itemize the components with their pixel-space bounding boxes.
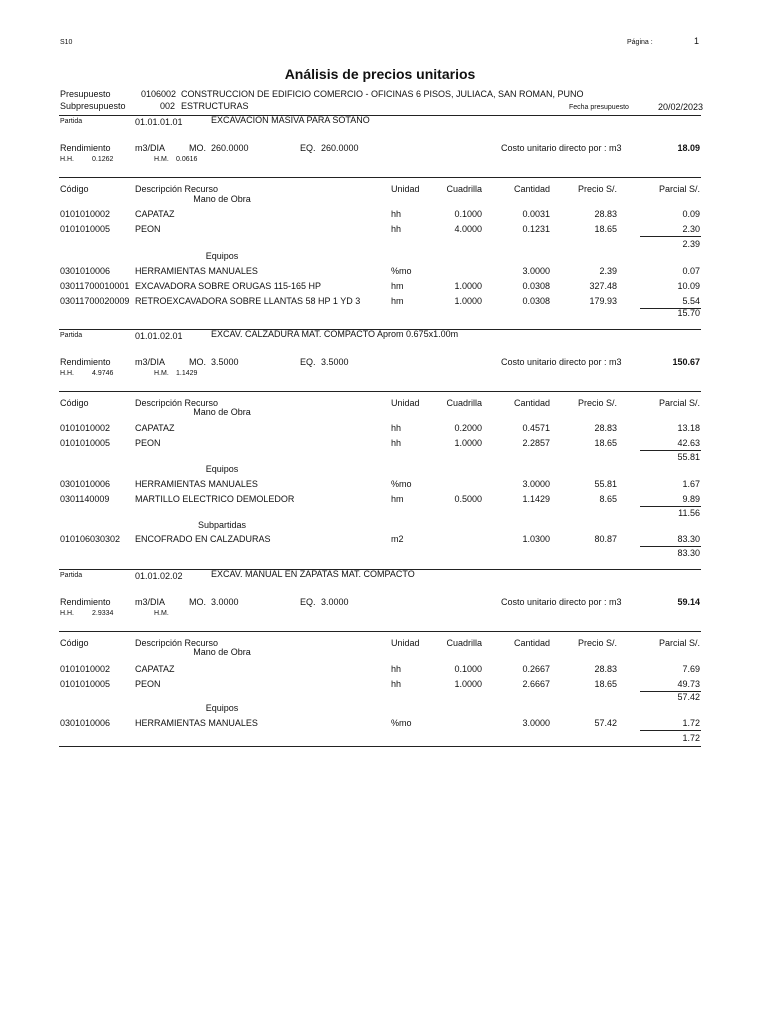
hh-label: H.H. (60, 370, 74, 377)
resource-cantidad: 0.0308 (522, 281, 550, 291)
presupuesto-label: Presupuesto (60, 89, 111, 99)
resource-cantidad: 0.0308 (522, 296, 550, 306)
resource-parcial: 0.07 (682, 266, 700, 276)
resource-codigo: 0301140009 (60, 494, 110, 504)
subtotal-line (640, 236, 701, 237)
resource-unidad: hh (391, 679, 402, 689)
resource-descripcion: RETROEXCAVADORA SOBRE LLANTAS 58 HP 1 YD 3 (135, 296, 361, 306)
resource-precio: 2.39 (599, 266, 617, 276)
resource-descripcion: HERRAMIENTAS MANUALES (135, 479, 258, 489)
resource-cantidad: 0.2667 (522, 664, 550, 674)
end-line (59, 746, 701, 747)
resource-group-title: Mano de Obra (193, 407, 251, 417)
resource-parcial: 0.09 (682, 209, 700, 219)
mo-value: 3.0000 (211, 597, 239, 607)
hh-label: H.H. (60, 156, 74, 163)
presupuesto-code: 0106002 (141, 89, 177, 99)
eq-label: EQ. (300, 357, 316, 367)
col-precio: Precio S/. (577, 398, 617, 408)
partida-top-line (59, 115, 701, 116)
group-subtotal: 57.42 (677, 692, 700, 702)
resource-parcial: 7.69 (682, 664, 700, 674)
col-precio: Precio S/. (577, 638, 617, 648)
resource-descripcion: CAPATAZ (135, 209, 175, 219)
rendimiento-unit: m3/DIA (135, 143, 166, 153)
rendimiento-unit: m3/DIA (135, 597, 166, 607)
col-precio: Precio S/. (577, 184, 617, 194)
resource-codigo: 0101010005 (60, 224, 111, 234)
resource-cuadrilla: 0.1000 (454, 209, 482, 219)
partida-code: 01.01.02.02 (135, 571, 183, 581)
subtotal-line (640, 506, 701, 507)
resource-group-title: Equipos (205, 251, 239, 261)
costo-label: Costo unitario directo por : m3 (501, 597, 622, 607)
group-subtotal: 2.39 (682, 239, 700, 249)
eq-value: 3.0000 (321, 597, 349, 607)
resource-codigo: 0301010006 (60, 718, 111, 728)
col-cuadrilla: Cuadrilla (446, 398, 482, 408)
col-unidad: Unidad (391, 398, 420, 408)
resource-descripcion: PEON (135, 224, 161, 234)
hm-value: 0.0616 (176, 156, 198, 163)
column-header-line (59, 391, 701, 392)
resource-codigo: 010106030302 (60, 534, 121, 544)
resource-cuadrilla: 4.0000 (454, 224, 482, 234)
resource-descripcion: HERRAMIENTAS MANUALES (135, 718, 258, 728)
resource-unidad: m2 (391, 534, 404, 544)
resource-codigo: 0101010002 (60, 423, 111, 433)
hm-value: 1.1429 (176, 370, 198, 377)
hm-label: H.M. (154, 156, 169, 163)
resource-unidad: %mo (391, 479, 412, 489)
resource-unidad: hh (391, 423, 402, 433)
resource-cantidad: 0.0031 (522, 209, 550, 219)
resource-precio: 57.42 (594, 718, 617, 728)
resource-unidad: hh (391, 209, 402, 219)
resource-unidad: %mo (391, 718, 412, 728)
resource-unidad: hm (391, 281, 404, 291)
fecha-value: 20/02/2023 (658, 102, 704, 112)
resource-cuadrilla: 1.0000 (454, 679, 482, 689)
partida-label: Partida (60, 332, 83, 339)
partida-name: EXCAVACION MASIVA PARA SOTANO (211, 115, 370, 125)
partida-label: Partida (60, 572, 83, 579)
hh-label: H.H. (60, 610, 74, 617)
subtotal-line (640, 546, 701, 547)
hh-value: 2.9334 (92, 610, 114, 617)
resource-unidad: hh (391, 438, 402, 448)
mo-value: 260.0000 (211, 143, 249, 153)
fecha-label: Fecha presupuesto (569, 104, 629, 111)
col-cuadrilla: Cuadrilla (446, 638, 482, 648)
partida-label: Partida (60, 118, 83, 125)
resource-parcial: 83.30 (677, 534, 700, 544)
resource-unidad: hh (391, 664, 402, 674)
col-parcial: Parcial S/. (658, 184, 700, 194)
resource-precio: 28.83 (594, 209, 617, 219)
col-parcial: Parcial S/. (658, 398, 700, 408)
partida-code: 01.01.02.01 (135, 331, 183, 341)
resource-precio: 80.87 (594, 534, 617, 544)
group-subtotal: 15.70 (677, 308, 700, 318)
resource-precio: 327.48 (589, 281, 617, 291)
resource-descripcion: CAPATAZ (135, 664, 175, 674)
hh-value: 4.9746 (92, 370, 114, 377)
mo-value: 3.5000 (211, 357, 239, 367)
group-subtotal: 83.30 (677, 548, 700, 558)
resource-codigo: 0101010002 (60, 209, 111, 219)
col-cuadrilla: Cuadrilla (446, 184, 482, 194)
subtotal-line (640, 450, 701, 451)
resource-descripcion: PEON (135, 679, 161, 689)
col-cantidad: Cantidad (513, 638, 550, 648)
subpresupuesto-label: Subpresupuesto (60, 101, 126, 111)
page-label: Página : (627, 39, 653, 46)
resource-parcial: 2.30 (682, 224, 700, 234)
subpresupuesto-name: ESTRUCTURAS (181, 101, 249, 111)
resource-descripcion: CAPATAZ (135, 423, 175, 433)
resource-precio: 179.93 (589, 296, 617, 306)
page-title: Análisis de precios unitarios (284, 66, 476, 82)
resource-cuadrilla: 1.0000 (454, 281, 482, 291)
resource-codigo: 0301010006 (60, 479, 111, 489)
resource-cantidad: 3.0000 (522, 718, 550, 728)
resource-group-title: Equipos (205, 464, 239, 474)
resource-unidad: hm (391, 494, 404, 504)
partida-name: EXCAV. MANUAL EN ZAPATAS MAT. COMPACTO (211, 569, 415, 579)
mo-label: MO. (189, 597, 206, 607)
costo-value: 150.67 (672, 357, 700, 367)
resource-parcial: 9.89 (682, 494, 700, 504)
mo-label: MO. (189, 143, 206, 153)
col-codigo: Código (60, 638, 89, 648)
resource-group-title: Mano de Obra (193, 194, 251, 204)
partida-code: 01.01.01.01 (135, 117, 183, 127)
resource-descripcion: PEON (135, 438, 161, 448)
resource-cantidad: 2.2857 (522, 438, 550, 448)
col-codigo: Código (60, 398, 89, 408)
resource-unidad: %mo (391, 266, 412, 276)
costo-label: Costo unitario directo por : m3 (501, 143, 622, 153)
resource-parcial: 49.73 (677, 679, 700, 689)
resource-parcial: 10.09 (677, 281, 700, 291)
resource-codigo: 0101010005 (60, 438, 111, 448)
resource-cantidad: 3.0000 (522, 266, 550, 276)
resource-cuadrilla: 0.1000 (454, 664, 482, 674)
resource-parcial: 42.63 (677, 438, 700, 448)
group-subtotal: 1.72 (682, 733, 700, 743)
col-cantidad: Cantidad (513, 398, 550, 408)
presupuesto-name: CONSTRUCCION DE EDIFICIO COMERCIO - OFICINAS 6 PISOS, JULIACA, SAN ROMAN, PUNO (181, 89, 584, 99)
resource-cantidad: 0.4571 (522, 423, 550, 433)
hm-label: H.M. (154, 610, 169, 617)
partida-name: EXCAV. CALZADURA MAT. COMPACTO Aprom 0.675x1.00m (211, 329, 459, 339)
resource-descripcion: MARTILLO ELECTRICO DEMOLEDOR (135, 494, 295, 504)
resource-group-title: Mano de Obra (193, 647, 251, 657)
resource-cantidad: 2.6667 (522, 679, 550, 689)
eq-label: EQ. (300, 597, 316, 607)
costo-value: 59.14 (677, 597, 700, 607)
mo-label: MO. (189, 357, 206, 367)
resource-parcial: 13.18 (677, 423, 700, 433)
resource-parcial: 1.67 (682, 479, 700, 489)
rendimiento-label: Rendimiento (60, 597, 111, 607)
group-subtotal: 11.56 (678, 508, 700, 518)
rendimiento-label: Rendimiento (60, 357, 111, 367)
resource-parcial: 1.72 (682, 718, 700, 728)
col-descripcion: Descripción Recurso (135, 398, 219, 408)
resource-descripcion: EXCAVADORA SOBRE ORUGAS 115-165 HP (135, 281, 322, 291)
resource-precio: 28.83 (594, 423, 617, 433)
col-parcial: Parcial S/. (658, 638, 700, 648)
resource-codigo: 0301010006 (60, 266, 111, 276)
resource-cuadrilla: 0.2000 (454, 423, 482, 433)
resource-cuadrilla: 1.0000 (454, 438, 482, 448)
resource-descripcion: ENCOFRADO EN CALZADURAS (135, 534, 271, 544)
eq-label: EQ. (300, 143, 316, 153)
col-unidad: Unidad (391, 638, 420, 648)
col-unidad: Unidad (391, 184, 420, 194)
hm-label: H.M. (154, 370, 169, 377)
eq-value: 260.0000 (321, 143, 359, 153)
resource-group-title: Subpartidas (197, 520, 247, 530)
col-cantidad: Cantidad (513, 184, 550, 194)
resource-cuadrilla: 0.5000 (454, 494, 482, 504)
column-header-line (59, 631, 701, 632)
resource-group-title: Equipos (205, 703, 239, 713)
resource-parcial: 5.54 (682, 296, 700, 306)
resource-codigo: 0101010005 (60, 679, 111, 689)
resource-cantidad: 3.0000 (522, 479, 550, 489)
resource-descripcion: HERRAMIENTAS MANUALES (135, 266, 258, 276)
col-codigo: Código (60, 184, 89, 194)
rendimiento-label: Rendimiento (60, 143, 111, 153)
column-header-line (59, 177, 701, 178)
group-subtotal: 55.81 (677, 452, 700, 462)
costo-value: 18.09 (677, 143, 700, 153)
resource-cuadrilla: 1.0000 (454, 296, 482, 306)
resource-precio: 18.65 (594, 438, 617, 448)
resource-cantidad: 1.0300 (522, 534, 550, 544)
resource-precio: 55.81 (594, 479, 617, 489)
software-tag: S10 (60, 39, 73, 46)
resource-precio: 18.65 (594, 679, 617, 689)
resource-codigo: 03011700020009 (60, 296, 130, 306)
resource-unidad: hm (391, 296, 404, 306)
resource-codigo: 0101010002 (60, 664, 111, 674)
hh-value: 0.1262 (92, 156, 114, 163)
resource-precio: 8.65 (599, 494, 617, 504)
subpresupuesto-code: 002 (160, 101, 176, 111)
resource-precio: 28.83 (594, 664, 617, 674)
subtotal-line (640, 730, 701, 731)
resource-cantidad: 0.1231 (522, 224, 550, 234)
col-descripcion: Descripción Recurso (135, 184, 219, 194)
eq-value: 3.5000 (321, 357, 349, 367)
page-number: 1 (694, 36, 700, 46)
costo-label: Costo unitario directo por : m3 (501, 357, 622, 367)
resource-unidad: hh (391, 224, 402, 234)
resource-precio: 18.65 (594, 224, 617, 234)
col-descripcion: Descripción Recurso (135, 638, 219, 648)
resource-cantidad: 1.1429 (522, 494, 550, 504)
rendimiento-unit: m3/DIA (135, 357, 166, 367)
resource-codigo: 03011700010001 (60, 281, 130, 291)
